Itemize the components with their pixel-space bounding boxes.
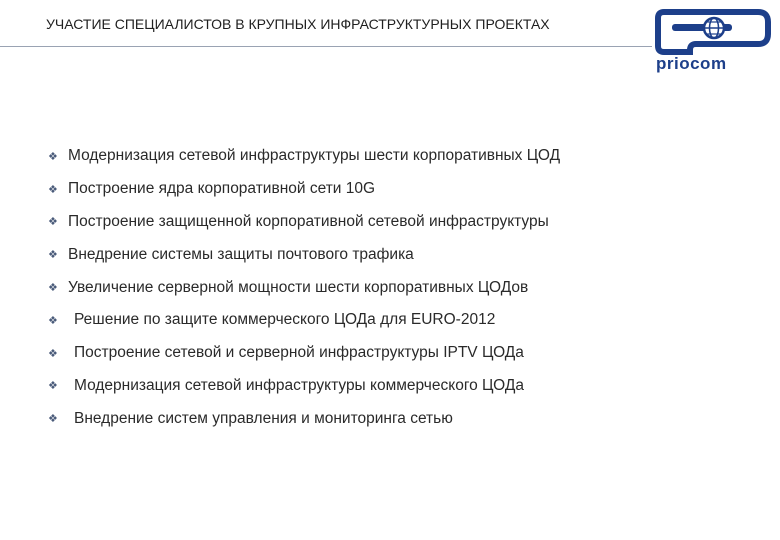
list-item-text: Увеличение серверной мощности шести корпоративных ЦОДов — [68, 278, 529, 296]
list-item-text: Внедрение систем управления и мониторинга сетью — [74, 409, 453, 427]
diamond-bullet-icon: ❖ — [48, 347, 58, 360]
list-item — [48, 304, 560, 337]
list-item — [48, 206, 560, 239]
list-item-text: Решение по защите коммерческого ЦОДа для EURO-2012 — [74, 311, 496, 329]
list-item-text: Модернизация сетевой инфраструктуры коммерческого ЦОДа — [74, 376, 525, 394]
project-list — [48, 140, 560, 435]
logo-wordmark: priocom — [656, 54, 727, 73]
diamond-bullet-icon: ❖ — [48, 380, 58, 393]
diamond-bullet-icon: ❖ — [48, 249, 58, 262]
diamond-bullet-icon: ❖ — [48, 183, 58, 196]
diamond-bullet-icon: ❖ — [48, 150, 58, 163]
list-item — [48, 370, 560, 403]
diamond-bullet-icon: ❖ — [48, 282, 58, 295]
list-item-text: Построение сетевой и серверной инфраструктуры IPTV ЦОДа — [74, 344, 524, 362]
diamond-bullet-icon: ❖ — [48, 314, 58, 327]
diamond-bullet-icon: ❖ — [48, 413, 58, 426]
list-item-text: Построение защищенной корпоративной сетевой инфраструктуры — [68, 212, 549, 230]
list-item-text: Внедрение системы защиты почтового трафика — [68, 245, 414, 263]
list-item — [48, 402, 560, 435]
title-divider — [0, 46, 652, 47]
slide-title: УЧАСТИЕ СПЕЦИАЛИСТОВ В КРУПНЫХ ИНФРАСТРУКТУРНЫХ ПРОЕКТАХ — [46, 16, 550, 32]
list-item — [48, 140, 560, 173]
list-item-text: Модернизация сетевой инфраструктуры шести корпоративных ЦОД — [68, 147, 561, 165]
diamond-bullet-icon: ❖ — [48, 216, 58, 229]
list-item — [48, 271, 560, 304]
list-item-text: Построение ядра корпоративной сети 10G — [68, 180, 376, 198]
list-item — [48, 238, 560, 271]
list-item — [48, 173, 560, 206]
list-item — [48, 337, 560, 370]
